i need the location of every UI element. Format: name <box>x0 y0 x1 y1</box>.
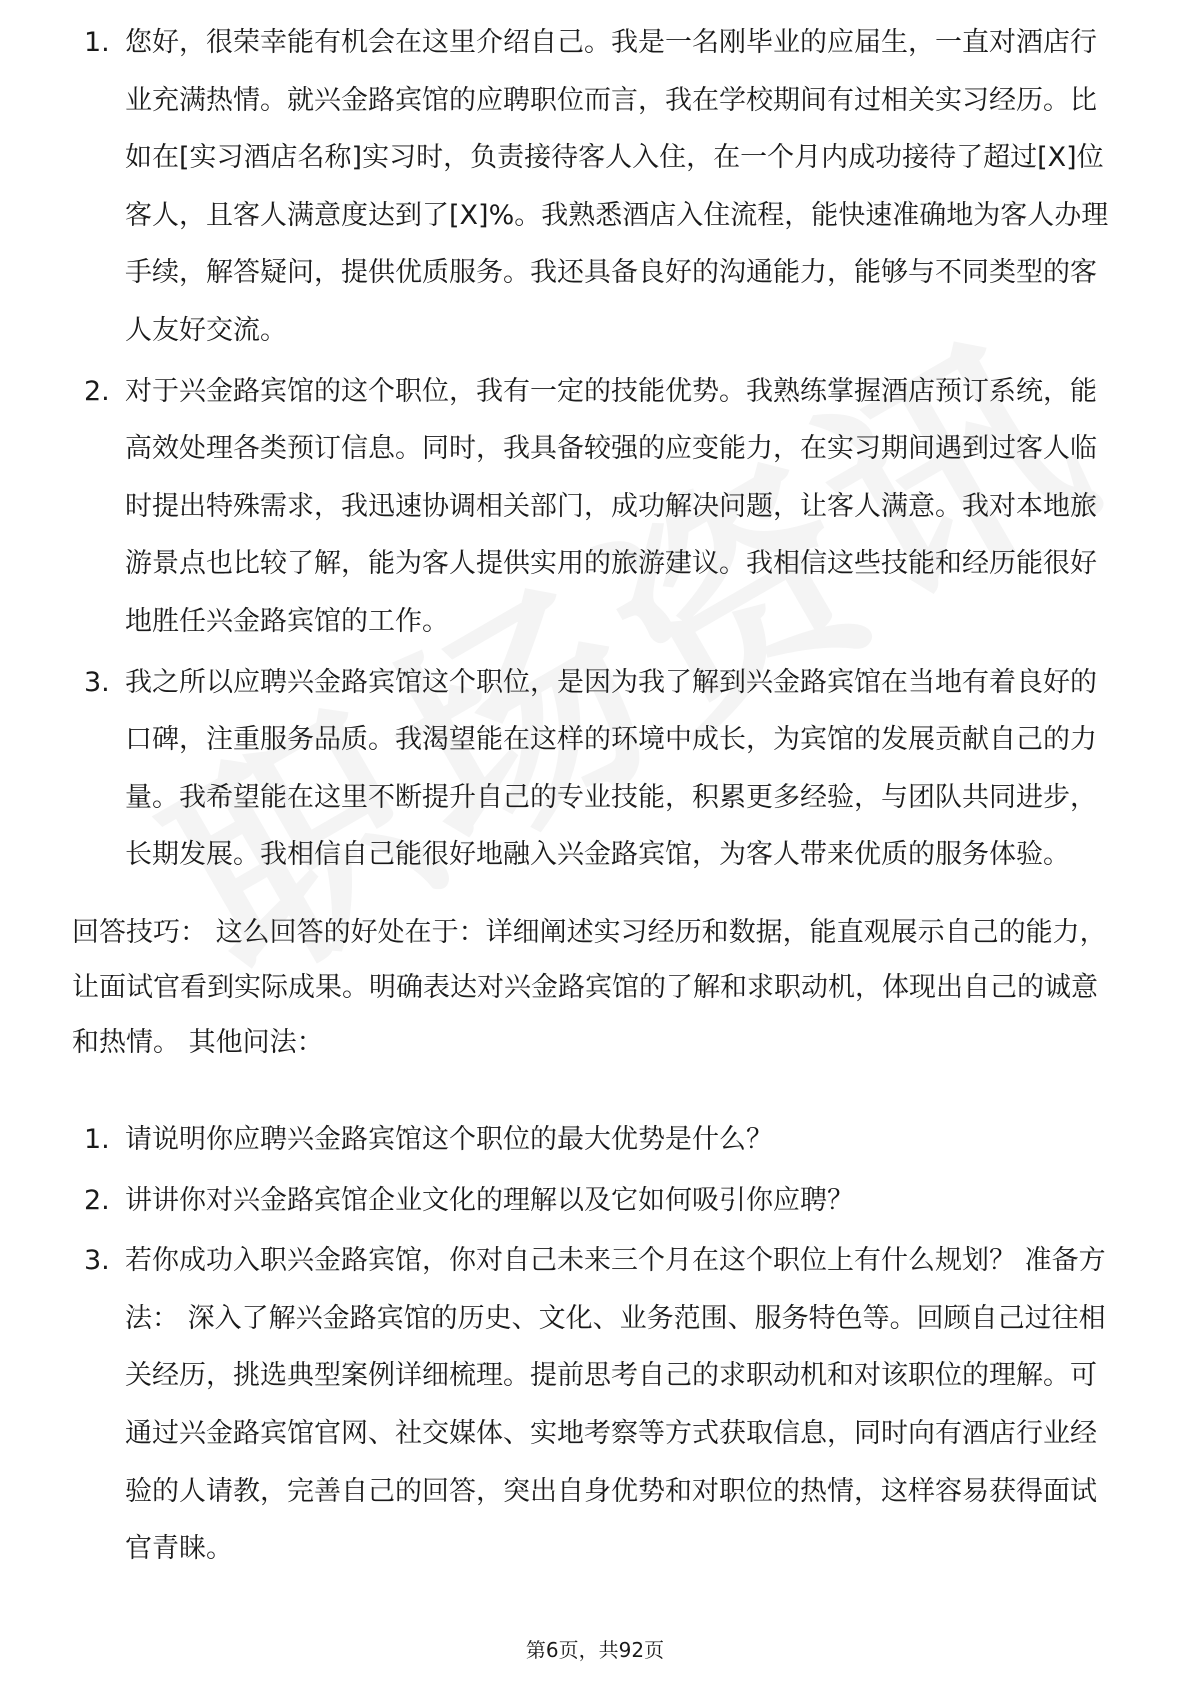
list-item-number: 1. <box>84 27 110 58</box>
other-questions-list <box>80 1111 1120 1578</box>
list-item-text: 对于兴金路宾馆的这个职位，我有一定的技能优势。我熟练掌握酒店预订系统，能高效处理各类预订信息。同时，我具备较强的应变能力，在实习期间遇到过客人临时提出特殊需求，我迅速协调相关部门，成功解决问题，让客人满意。我对本地旅游景点也比较了解，能为客人提供实用的旅游建议。我相信这些技能和经历能很好地胜任兴金路宾馆的工作。 <box>125 375 1097 637</box>
list-item-text: 我之所以应聘兴金路宾馆这个职位，是因为我了解到兴金路宾馆在当地有着良好的口碑，注重服务品质。我渴望能在这样的环境中成长，为宾馆的发展贡献自己的力量。我希望能在这里不断提升自己的专业技能，积累更多经验，与团队共同进步，长期发展。我相信自己能很好地融入兴金路宾馆，为客人带来优质的服务体验。 <box>125 666 1097 871</box>
list-item <box>80 1172 1120 1230</box>
list-item-text: 您好，很荣幸能有机会在这里介绍自己。我是一名刚毕业的应届生，一直对酒店行业充满热情。就兴金路宾馆的应聘职位而言，我在学校期间有过相关实习经历。比如在[实习酒店名称]实习时，负责接待客人入住，在一个月内成功接待了超过[X]位客人，且客人满意度达到了[X]%。我熟悉酒店入住流程，能快速准确地为客人办理手续，解答疑问，提供优质服务。我还具备良好的沟通能力，能够与不同类型的客人友好交流。 <box>125 27 1109 346</box>
page-number-footer: 第6页，共92页 <box>525 1638 665 1662</box>
list-item-number: 3. <box>84 1245 110 1277</box>
list-item <box>80 1232 1120 1578</box>
list-item-text: 若你成功入职兴金路宾馆，你对自己未来三个月在这个职位上有什么规划？ 准备方法： 深入了解兴金路宾馆的历史、文化、业务范围、服务特色等。回顾自己过往相关经历，挑选典型案例详细梳理。提前思考自己的求职动机和对该职位的理解。可通过兴金路宾馆官网、社交媒体、实地考察等方式获取信息，同时向有酒店行业经验的人请教，完善自己的回答，突出自身优势和对职位的热情，这样容易获得面试官青睐。 <box>125 1245 1106 1565</box>
list-item-number: 2. <box>84 1184 110 1216</box>
list-item-text: 讲讲你对兴金路宾馆企业文化的理解以及它如何吸引你应聘？ <box>125 1184 854 1216</box>
list-item <box>80 14 1120 360</box>
list-item-number: 2. <box>84 375 110 407</box>
list-item <box>80 1111 1120 1169</box>
list-item-number: 3. <box>84 666 110 698</box>
tips-paragraph: 回答技巧： 这么回答的好处在于：详细阐述实习经历和数据，能直观展示自己的能力，让面试官看到实际成果。明确表达对兴金路宾馆的了解和求职动机，体现出自己的诚意和热情。 其他问法： <box>72 917 1107 1058</box>
list-item-text: 请说明你应聘兴金路宾馆这个职位的最大优势是什么？ <box>125 1124 773 1155</box>
answer-list <box>80 14 1120 884</box>
list-item <box>80 654 1120 884</box>
list-item <box>80 363 1120 651</box>
list-item-number: 1. <box>84 1124 110 1155</box>
